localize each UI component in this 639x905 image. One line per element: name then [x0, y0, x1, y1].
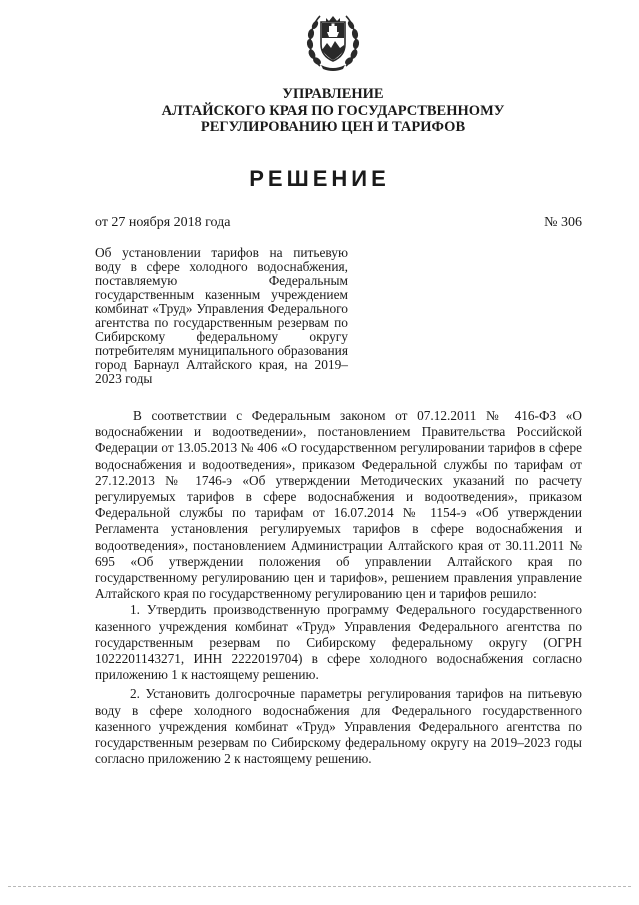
coat-of-arms-icon [306, 10, 360, 72]
document-number: № 306 [544, 215, 582, 230]
org-title-line-3: РЕГУЛИРОВАНИЮ ЦЕН И ТАРИФОВ [200, 119, 466, 135]
document-date: от 27 ноября 2018 года [95, 215, 231, 230]
decision-item-1: 1. Утвердить производственную программу Федерального государственного казенного учреждения комбинат «Труд» Управления Федерального агентства по государственным резервам по Сибирскому федеральному округу (ОГРН 1022201143271, ИНН 2222019704) в сфере холодного водоснабжения согласно приложению 1 к настоящему решению. [95, 602, 582, 683]
preamble-paragraph: В соответствии с Федеральным законом от 07.12.2011 № 416-ФЗ «О водоснабжении и водоотведении», постановлением Правительства Российской Федерации от 13.05.2013 № 406 «О государственном регулировании тарифов в сфере водоснабжения и водоотведения», приказом Федеральной службы по тарифам от 27.12.2013 № 1746-э «Об утверждении Методических указаний по расчету регулируемых тарифов в сфере водоснабжения и водоотведения», приказом Федеральной службы по тарифам от 16.07.2014 № 1154-э «Об утверждении Регламента установления регулируемых тарифов в сфере водоснабжения и водоотведения», постановлением Администрации Алтайского края от 30.11.2011 № 695 «Об утверждении положения об управлении Алтайского края по государственному регулированию цен и тарифов», решением правления управление Алтайского края по государственному регулированию цен и тарифов решило: [95, 408, 582, 602]
org-title-line-2: АЛТАЙСКОГО КРАЯ ПО ГОСУДАРСТВЕННОМУ [161, 102, 505, 119]
document-type-heading: РЕШЕНИЕ [249, 166, 390, 191]
document-body [95, 408, 582, 767]
document-subject: Об установлении тарифов на питьевую воду в сфере холодного водоснабжения, поставляемую Федеральным государственным казенным учреждением комбинат «Труд» Управления Федерального агентства по государственным резервам по Сибирскому федеральному округу потребителям муниципального образования город Барнаул Алтайского края, на 2019–2023 годы [95, 245, 348, 386]
coat-of-arms-graphic [306, 10, 360, 72]
decision-item-2: 2. Установить долгосрочные параметры регулирования тарифов на питьевую воду в сфере холодного водоснабжения для Федерального государственного казенного учреждения комбинат «Труд» Управления Федерального агентства по государственным резервам по Сибирскому федеральному округу на 2019–2023 годы согласно приложению 2 к настоящему решению. [95, 686, 582, 767]
page-footer-rule [8, 886, 631, 887]
organization-title [120, 86, 546, 136]
org-title-line-1: УПРАВЛЕНИЕ [282, 86, 384, 102]
